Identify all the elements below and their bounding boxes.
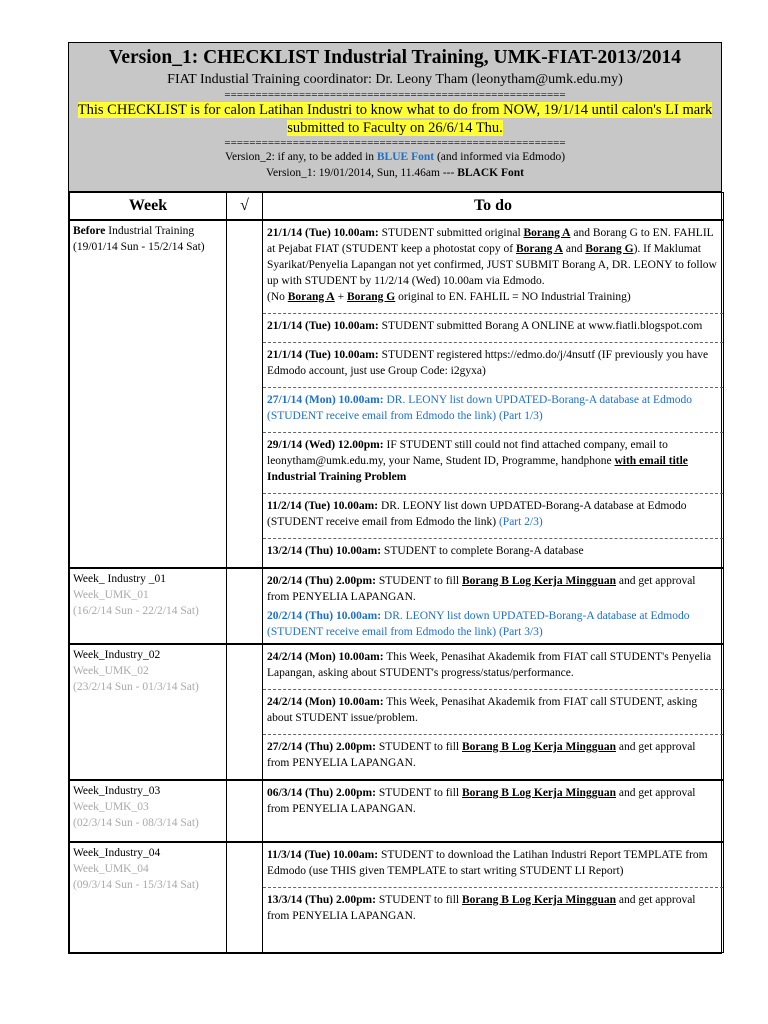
todo-entry	[263, 569, 723, 608]
checklist-document	[68, 42, 722, 954]
version-2-suffix: (and informed via Edmodo)	[434, 151, 566, 163]
entry-text: and	[562, 242, 586, 255]
week-cell	[70, 568, 227, 644]
todo-cell	[263, 644, 724, 780]
entry-text: +	[334, 290, 347, 303]
column-header-tick: √	[227, 193, 263, 220]
tick-cell[interactable]	[227, 644, 263, 780]
coordinator-line: FIAT Industial Training coordinator: Dr. Leony Tham (leonytham@umk.edu.my)	[167, 72, 623, 87]
entry-text: STUDENT to fill	[375, 893, 462, 906]
todo-cell	[263, 780, 724, 842]
entry-date: 20/2/14 (Thu) 10.00am:	[267, 609, 382, 622]
week-label: Week_Industry_02	[73, 648, 161, 661]
entry-text: DR. LEONY list down UPDATED-Borang-A database at Edmodo (STUDENT receive email from Edmodo the link)	[267, 499, 687, 528]
week-dates: (19/01/14 Sun - 15/2/14 Sat)	[73, 240, 205, 253]
separator-line-2: =======================================================	[224, 137, 566, 149]
todo-entry	[263, 221, 723, 313]
week-label: Week_ Industry _01	[73, 572, 166, 585]
entry-underlined: Borang B Log Kerja Mingguan	[462, 786, 616, 799]
week-umk-label: Week_UMK_03	[73, 800, 149, 813]
week-label: Week_Industry_03	[73, 784, 161, 797]
todo-cell	[263, 568, 724, 644]
entry-date: 21/1/14 (Tue) 10.00am:	[267, 319, 379, 332]
document-header	[69, 43, 721, 192]
entry-date: 24/2/14 (Mon) 10.00am:	[267, 650, 384, 663]
week-label: Week_Industry_04	[73, 846, 161, 859]
version-2-prefix: Version_2: if any, to be added in	[224, 151, 377, 163]
entry-text: and get approval from PENYELIA LAPANGAN.	[267, 893, 696, 922]
week-dates: (09/3/14 Sun - 15/3/14 Sat)	[73, 878, 199, 891]
week-label: Industrial Training	[105, 224, 195, 237]
entry-date: 21/1/14 (Tue) 10.00am:	[267, 226, 379, 239]
entry-text: STUDENT submitted original	[378, 226, 524, 239]
entry-text: Industrial Training Problem	[267, 470, 407, 483]
entry-underlined: Borang G	[585, 242, 634, 255]
week-cell	[70, 842, 227, 953]
todo-entry	[263, 734, 723, 779]
highlighted-note-text: This CHECKLIST is for calon Latihan Industri to know what to do from NOW, 19/1/14 until calon's LI mark submitted to Faculty on 26/6/14 Thu.	[77, 102, 713, 136]
table-row	[70, 568, 724, 644]
entry-text: DR. LEONY list down UPDATED-Borang-A database at Edmodo (STUDENT receive email from Edmodo the link) (Part 1/3)	[267, 393, 693, 422]
todo-entry	[263, 538, 723, 567]
todo-entry	[263, 432, 723, 493]
todo-entry	[263, 313, 723, 342]
entry-text: and get approval from PENYELIA LAPANGAN.	[267, 574, 696, 603]
version-2-line	[75, 149, 715, 165]
entry-text: STUDENT registered https://edmo.do/j/4nsutf (IF previously you have Edmodo account, just use Group Code: i2gyxa)	[267, 348, 709, 377]
todo-entry	[263, 843, 723, 887]
table-header-row	[70, 193, 724, 220]
entry-text: IF STUDENT still could not find attached company, email to leonytham@umk.edu.my, your Name, Student ID, Programme, handphone	[267, 438, 668, 467]
week-dates: (16/2/14 Sun - 22/2/14 Sat)	[73, 604, 199, 617]
entry-date: 11/2/14 (Tue) 10.00am:	[267, 499, 379, 512]
entry-text: STUDENT to fill	[375, 786, 462, 799]
week-umk-label: Week_UMK_04	[73, 862, 149, 875]
version-1-black-font: BLACK Font	[457, 167, 524, 179]
entry-text: and get approval from PENYELIA LAPANGAN.	[267, 786, 696, 815]
entry-underlined: Borang B Log Kerja Mingguan	[462, 893, 616, 906]
entry-text: This Week, Penasihat Akademik from FIAT call STUDENT, asking about STUDENT issue/problem.	[267, 695, 698, 724]
entry-underlined: Borang A	[523, 226, 571, 239]
entry-text: ). If Maklumat Syarikat/Penyelia Lapangan not yet confirmed, JUST SUBMIT Borang A, DR. LEONY to follow up with STUDENT by 11/2/14 (Wed) 10.00am via Edmodo.	[267, 242, 717, 287]
checklist-table	[69, 192, 724, 953]
todo-entry	[263, 689, 723, 734]
entry-date: 06/3/14 (Thu) 2.00pm:	[267, 786, 376, 799]
entry-text: DR. LEONY list down UPDATED-Borang-A database at Edmodo (STUDENT receive email from Edmodo the link) (Part 3/3)	[267, 609, 690, 638]
entry-text: and get approval from PENYELIA LAPANGAN.	[267, 740, 696, 769]
entry-date: 13/3/14 (Thu) 2.00pm:	[267, 893, 376, 906]
entry-date: 29/1/14 (Wed) 12.00pm:	[267, 438, 384, 451]
todo-cell	[263, 220, 724, 568]
table-row	[70, 780, 724, 842]
entry-date: 11/3/14 (Tue) 10.00am:	[267, 848, 379, 861]
entry-underlined: Borang B Log Kerja Mingguan	[462, 740, 616, 753]
column-header-todo: To do	[263, 193, 724, 220]
entry-text: This Week, Penasihat Akademik from FIAT call STUDENT's Penyelia Lapangan, asking about STUDENT's progress/status/performance.	[267, 650, 712, 679]
entry-text: STUDENT to fill	[375, 574, 462, 587]
entry-date: 20/2/14 (Thu) 2.00pm:	[267, 574, 376, 587]
week-cell	[70, 780, 227, 842]
entry-date: 21/1/14 (Tue) 10.00am:	[267, 348, 379, 361]
tick-cell[interactable]	[227, 842, 263, 953]
week-umk-label: Week_UMK_02	[73, 664, 149, 677]
tick-cell[interactable]	[227, 780, 263, 842]
separator-line: =======================================================	[224, 89, 566, 101]
week-dates: (02/3/14 Sun - 08/3/14 Sat)	[73, 816, 199, 829]
document-title: Version_1: CHECKLIST Industrial Training, UMK-FIAT-2013/2014	[109, 47, 681, 68]
entry-underlined: Borang A	[287, 290, 335, 303]
entry-underlined: Borang A	[516, 242, 563, 255]
entry-date: 24/2/14 (Mon) 10.00am:	[267, 695, 384, 708]
week-umk-label: Week_UMK_01	[73, 588, 149, 601]
entry-text: (No	[267, 290, 288, 303]
entry-date: 27/2/14 (Thu) 2.00pm:	[267, 740, 376, 753]
highlighted-note	[75, 101, 715, 137]
todo-cell	[263, 842, 724, 953]
entry-text: STUDENT to complete Borang-A database	[381, 544, 584, 557]
entry-blue-text: (Part 2/3)	[498, 515, 543, 528]
todo-entry-blue	[263, 387, 723, 432]
column-header-week: Week	[70, 193, 227, 220]
entry-text: and Borang G to EN. FAHLIL at Pejabat FIAT (STUDENT keep a photostat copy of	[267, 226, 714, 255]
entry-text: STUDENT to fill	[375, 740, 462, 753]
table-row	[70, 220, 724, 568]
todo-entry	[263, 645, 723, 689]
version-1-line	[75, 165, 715, 181]
tick-cell[interactable]	[227, 568, 263, 644]
todo-entry	[263, 887, 723, 952]
table-row	[70, 842, 724, 953]
todo-entry-blue	[263, 608, 723, 643]
entry-text: STUDENT to download the Latihan Industri Report TEMPLATE from Edmodo (use THIS given TEMPLATE to start writing STUDENT LI Report)	[267, 848, 708, 877]
entry-underlined: Borang G	[346, 290, 396, 303]
week-cell	[70, 220, 227, 568]
entry-underlined: Borang B Log Kerja Mingguan	[462, 574, 616, 587]
week-cell	[70, 644, 227, 780]
todo-entry	[263, 342, 723, 387]
todo-entry	[263, 493, 723, 538]
entry-date: 27/1/14 (Mon) 10.00am:	[267, 393, 384, 406]
version-1-prefix: Version_1: 19/01/2014, Sun, 11.46am ---	[265, 167, 458, 179]
entry-text: STUDENT submitted Borang A ONLINE at www.fiatli.blogspot.com	[378, 319, 703, 332]
week-label-bold: Before	[73, 224, 106, 237]
todo-entry	[263, 781, 723, 841]
version-2-blue-font: BLUE Font	[376, 151, 435, 163]
entry-text: original to EN. FAHLIL = NO Industrial Training)	[395, 290, 631, 303]
week-dates: (23/2/14 Sun - 01/3/14 Sat)	[73, 680, 199, 693]
table-row	[70, 644, 724, 780]
tick-cell[interactable]	[227, 220, 263, 568]
entry-date: 13/2/14 (Thu) 10.00am:	[267, 544, 382, 557]
entry-underlined: with email title	[614, 454, 688, 467]
